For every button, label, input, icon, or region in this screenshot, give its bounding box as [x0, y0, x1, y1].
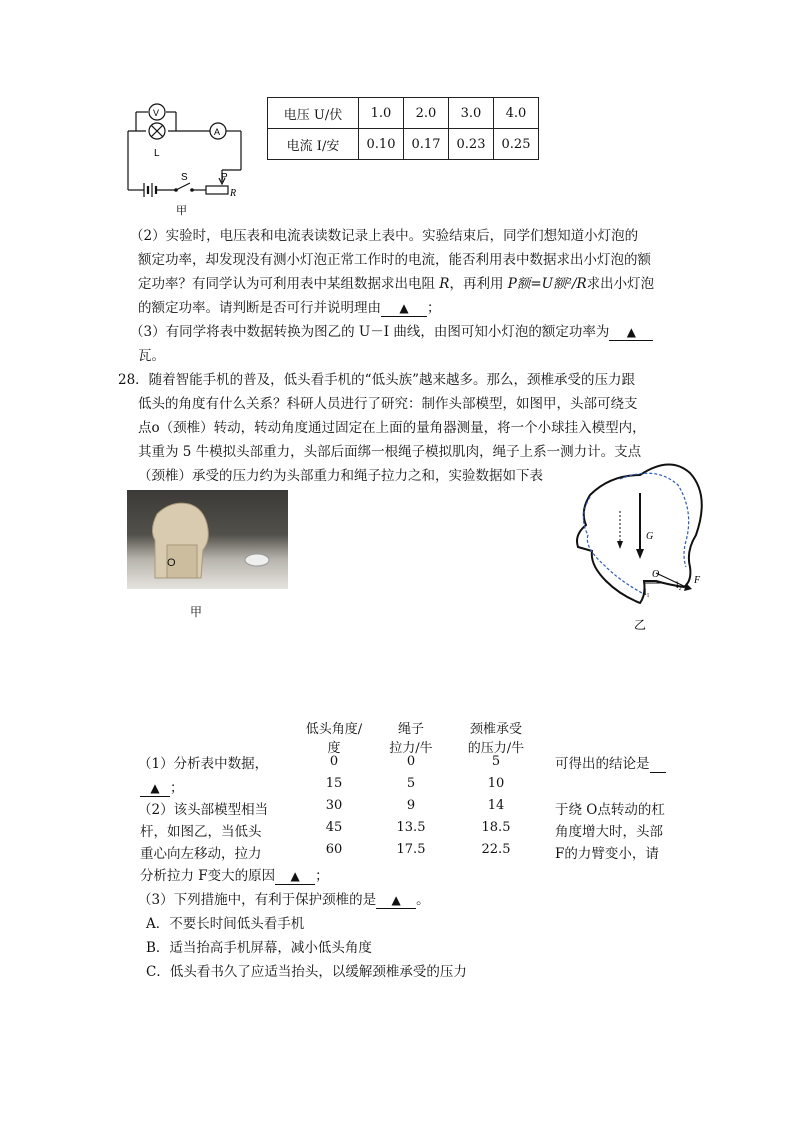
table-row: 22.5: [481, 842, 511, 857]
q27-part2-line4: 的额定功率。请判断是否可行并说明理由 ▲ ；: [138, 300, 441, 316]
q27-part3-line1: （3）有同学将表中数据转换为图乙的 U－I 曲线，由图可知小灯泡的额定功率为 ▲: [130, 320, 653, 341]
current-cell: 0.23: [449, 129, 494, 160]
q27-part2-line1: （2）实验时，电压表和电流表读数记录上表中。实验结束后，同学们想知道小灯泡的: [130, 228, 639, 244]
table2-header-rope: 绳子 拉力/牛: [389, 722, 433, 756]
voltmeter-label: V: [153, 108, 160, 118]
table-row: 15: [325, 776, 343, 791]
answer-blank[interactable]: ▲: [381, 300, 427, 317]
bulb-label: L: [154, 148, 160, 159]
q27-part2-line2: 额定功率，却发现没有测小灯泡正常工作时的电流，能否利用表中数据求出小灯泡的额: [138, 252, 651, 268]
q28-part2-left1: （2）该头部模型相当: [138, 802, 269, 818]
fig-o-label: O: [652, 569, 660, 580]
current-cell: 0.25: [494, 129, 539, 160]
option-a[interactable]: A．不要长时间低头看手机: [146, 916, 305, 932]
q28-part2-left2: 杆，如图乙，当低头: [140, 824, 262, 840]
answer-blank[interactable]: ▲: [609, 324, 653, 341]
option-c[interactable]: C．低头看书久了应适当抬头，以缓解颈椎承受的压力: [146, 964, 467, 980]
fig-caption: 乙: [634, 618, 647, 632]
voltage-cell: 3.0: [449, 98, 494, 129]
fig-l1-label: l₁: [644, 587, 650, 597]
q28-part1-left: （1）分析表中数据，: [138, 756, 269, 772]
photo-caption: 甲: [190, 605, 203, 619]
option-b[interactable]: B．适当抬高手机屏幕，减小低头角度: [146, 940, 372, 956]
q28-stem-line1: 28．随着智能手机的普及，低头看手机的“低头族”越来越多。那么，颈椎承受的压力跟: [118, 372, 635, 388]
q28-part2-last: 分析拉力 F变大的原因 ▲ ；: [140, 868, 329, 884]
fig-l2-label: l₂: [676, 580, 682, 590]
circuit-caption: 甲: [176, 204, 187, 217]
head-model-photo: [127, 490, 288, 589]
answer-blank[interactable]: [650, 756, 666, 773]
q28-part2-right2: 角度增大时，头部: [555, 824, 663, 840]
current-cell: 0.10: [359, 129, 404, 160]
table-row: [268, 98, 539, 129]
q27-part3-line2: 瓦。: [138, 348, 165, 364]
q28-stem-line4: 其重为 5 牛模拟头部重力，头部后面绑一根绳子模拟肌肉，绳子上系一测力计。支点: [138, 444, 642, 460]
head-lever-diagram: [560, 455, 720, 635]
table-row: 18.5: [481, 820, 511, 835]
pivot-o-label: O: [167, 557, 176, 569]
circuit-diagram: [118, 98, 258, 218]
table-row: 0: [406, 754, 416, 769]
q28-part3: （3）下列措施中，有利于保护颈椎的是 ▲ 。: [138, 892, 430, 908]
fig-g-label: G: [646, 531, 654, 542]
voltage-label-cell: 电压 U/伏: [268, 98, 359, 129]
ammeter-label: A: [214, 127, 221, 137]
voltage-cell: 2.0: [404, 98, 449, 129]
answer-blank[interactable]: ▲: [140, 780, 170, 797]
slider-label: P: [221, 172, 228, 183]
table-row: 45: [325, 820, 343, 835]
fig-f-label: F: [694, 575, 701, 586]
table-row: 30: [325, 798, 343, 813]
voltage-cell: 1.0: [359, 98, 404, 129]
q28-part2-left3: 重心向左移动，拉力: [140, 846, 262, 862]
table-row: 0: [329, 754, 339, 769]
table-row: 9: [406, 798, 416, 813]
q28-part2-right3: F的力臂变小，请: [555, 846, 659, 862]
switch-label: S: [181, 172, 188, 183]
q28-stem-line2: 低头的角度有什么关系？科研人员进行了研究：制作头部模型，如图甲，头部可绕支: [138, 396, 638, 412]
voltage-current-table: [267, 97, 539, 160]
current-cell: 0.17: [404, 129, 449, 160]
table-row: 5: [406, 776, 416, 791]
table-row: 17.5: [396, 842, 426, 857]
q28-part2-right1: 于绕 O点转动的杠: [555, 802, 665, 818]
table2-header-angle: 低头角度/ 度: [305, 722, 363, 756]
table-row: 14: [487, 798, 505, 813]
q28-stem-line5: （颈椎）承受的压力约为头部重力和绳子拉力之和，实验数据如下表: [138, 468, 543, 484]
current-label-cell: 电流 I/安: [268, 129, 359, 160]
table-row: 5: [491, 754, 501, 769]
q28-part1-blank-line: ▲ ；: [140, 776, 184, 797]
table-row: [268, 129, 539, 160]
voltage-cell: 4.0: [494, 98, 539, 129]
table2-header-pressure: 颈椎承受 的压力/牛: [467, 722, 525, 756]
resistor-label: R: [230, 188, 237, 199]
answer-blank[interactable]: ▲: [376, 892, 416, 909]
table-row: 10: [487, 776, 505, 791]
q28-part1-right: 可得出的结论是: [555, 752, 666, 773]
table-row: 60: [325, 842, 343, 857]
q27-part2-line3: 定功率？有同学认为可利用表中某组数据求出电阻 R，再利用 P额=U额²/R求出小灯泡: [138, 276, 655, 292]
answer-blank[interactable]: ▲: [275, 868, 315, 885]
table-row: 13.5: [396, 820, 426, 835]
q28-stem-line3: 点o（颈椎）转动，转动角度通过固定在上面的量角器测量，将一个小球挂入模型内，: [138, 420, 646, 436]
